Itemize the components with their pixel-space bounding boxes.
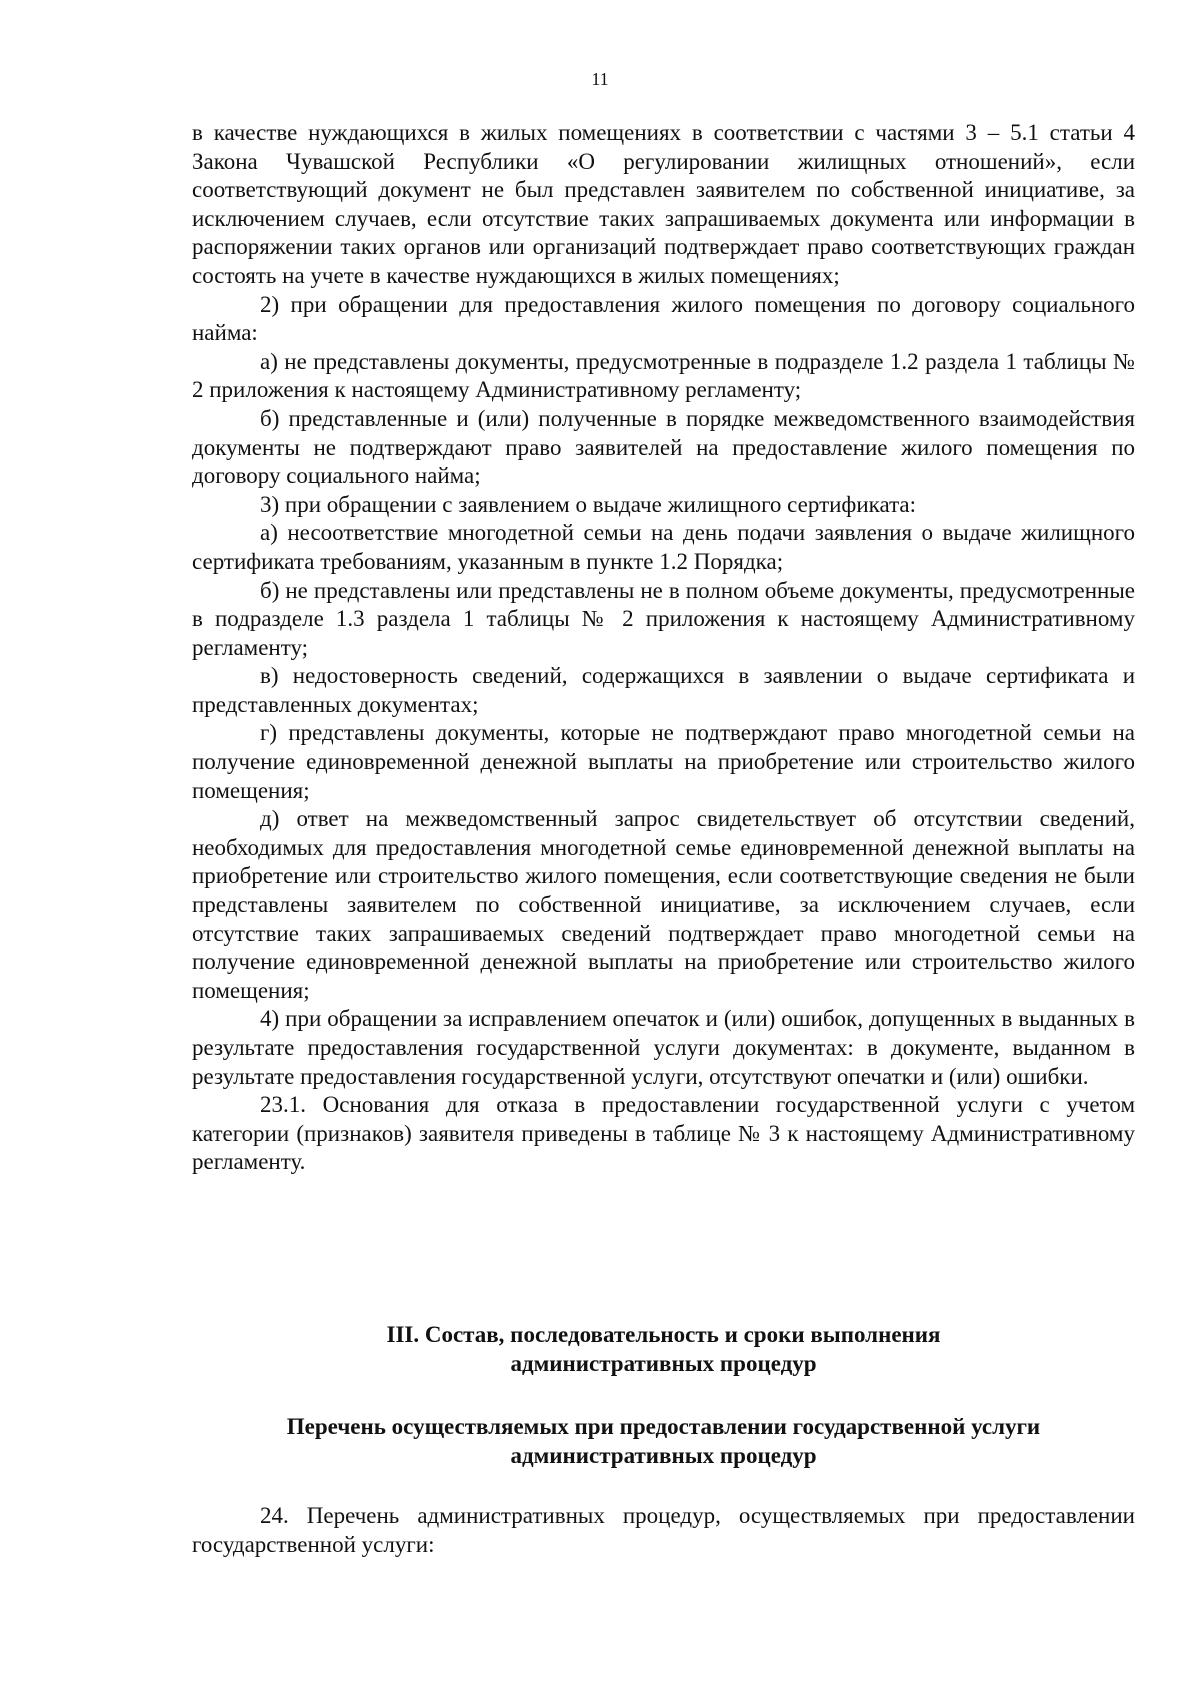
section-heading-iii-line2: административных процедур	[510, 1351, 817, 1376]
paragraph-item-3: 3) при обращении с заявлением о выдаче жилищного сертификата:	[260, 491, 917, 517]
paragraph-continuation: в качестве нуждающихся в жилых помещениях в соответствии с частями 3 – 5.1 статьи 4 Закона Чувашской Республики «О регулировании жилищных отношений», если соответствующий документ не был представлен заявителем по собственной инициативе, за исключением случаев, если отсутствие таких запрашиваемых документа или информации в распоряжении таких органов или организаций подтверждает право соответствующих граждан состоять на учете в качестве нуждающихся в жилых помещениях;	[192, 120, 1135, 288]
section-heading-iii-line1: III. Состав, последовательность и сроки выполнения	[386, 1322, 941, 1347]
final-text	[192, 1502, 1135, 1559]
paragraph-item-3b: б) не представлены или представлены не в полном объеме документы, предусмотренные в подразделе 1.3 раздела 1 таблицы № 2 приложения к настоящему Административному регламенту;	[192, 577, 1135, 660]
subsection-heading-line1: Перечень осуществляемых при предоставлении государственной услуги	[286, 1414, 1041, 1439]
subsection-heading-line2: административных процедур	[510, 1443, 817, 1468]
paragraph-item-2b: б) представленные и (или) полученные в порядке межведомственного взаимодействия документы не подтверждают право заявителей на предоставление жилого помещения по договору социального найма;	[192, 405, 1135, 489]
paragraph-item-3a: а) несоответствие многодетной семьи на день подачи заявления о выдаче жилищного сертификата требованиям, указанным в пункте 1.2 Порядка;	[192, 520, 1135, 574]
paragraph-24: 24. Перечень административных процедур, осуществляемых при предоставлении государственной услуги:	[192, 1503, 1135, 1557]
paragraph-item-3v: в) недостоверность сведений, содержащихся в заявлении о выдаче сертификата и представленных документах;	[192, 663, 1135, 717]
paragraph-item-2: 2) при обращении для предоставления жилого помещения по договору социального найма:	[192, 291, 1135, 346]
subsection-heading	[192, 1412, 1135, 1470]
paragraph-23-1: 23.1. Основания для отказа в предоставлении государственной услуги с учетом категории (признаков) заявителя приведены в таблице № 3 к настоящему Административному регламенту.	[192, 1092, 1135, 1175]
paragraph-item-2a: а) не представлены документы, предусмотренные в подразделе 1.2 раздела 1 таблицы № 2 приложения к настоящему Административному регламенту;	[192, 348, 1135, 403]
paragraph-item-3d: д) ответ на межведомственный запрос свидетельствует об отсутствии сведений, необходимых для предоставления многодетной семье единовременной денежной выплаты на приобретение или строительство жилого помещения, если соответствующие сведения не были представлены заявителем по собственной инициативе, за исключением случаев, если отсутствие таких запрашиваемых сведений подтверждает право многодетной семьи на получение единовременной денежной выплаты на приобретение или строительство жилого помещения;	[192, 806, 1135, 1003]
body-text	[192, 119, 1135, 1177]
paragraph-item-4: 4) при обращении за исправлением опечаток и (или) ошибок, допущенных в выданных в результате предоставления государственной услуги документах: в документе, выданном в результате предоставления государственной услуги, отсутствуют опечатки и (или) ошибки.	[192, 1006, 1135, 1089]
paragraph-item-3g: г) представлены документы, которые не подтверждают право многодетной семьи на получение единовременной денежной выплаты на приобретение или строительство жилого помещения;	[192, 720, 1135, 803]
page-number: 11	[591, 69, 609, 89]
section-heading-iii	[192, 1320, 1135, 1378]
